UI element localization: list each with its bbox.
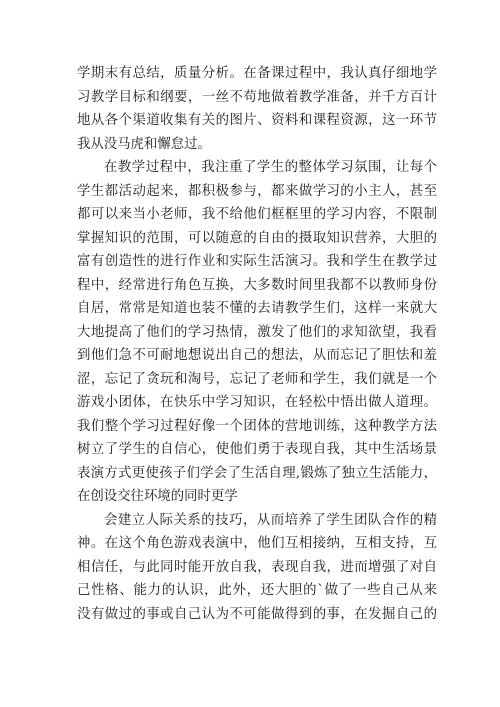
text-line: 地从各个渠道收集有关的图片、资料和课程资源，这一环节 (77, 113, 437, 128)
body-text (77, 62, 437, 626)
text-line: 学生都活动起来，都积极参与，都来做学习的小主人，甚至 (77, 183, 437, 199)
text-line: 神。在这个角色游戏表演中，他们互相接纳，互相支持，互 (77, 536, 437, 551)
text-line: 没有做过的事或自己认为不可能做得到的事，在发掘自己的 (77, 606, 437, 622)
text-line: 程中，经常进行角色互换，大多数时间里我都不以教师身份 (77, 277, 437, 293)
text-line: 我从没马虎和懈怠过。 (77, 136, 211, 152)
text-line: 习教学目标和纲要，一丝不苟地做着教学准备，并千方百计 (77, 89, 437, 105)
text-line: 相信任，与此同时能开放自我，表现自我，进而增强了对自 (77, 559, 437, 575)
text-line: 掌握知识的范围，可以随意的自由的摄取知识营养，大胆的 (77, 230, 437, 246)
text-line: 学期末有总结，质量分析。在备课过程中，我认真仔细地学 (77, 66, 437, 81)
text-line: 自居，常常是知道也装不懂的去请教学生们，这样一来就大 (77, 301, 437, 316)
text-line: 会建立人际关系的技巧，从而培养了学生团队合作的精 (104, 512, 437, 528)
text-line: 我们整个学习过程好像一个团体的营地训练，这种教学方法 (77, 418, 437, 434)
text-line: 在教学过程中，我注重了学生的整体学习氛围，让每个 (104, 160, 437, 175)
text-line: 树立了学生的自信心，使他们勇于表现自我，其中生活场景 (77, 442, 437, 457)
text-line: 己性格、能力的认识，此外，还大胆的`做了一些自己从来 (77, 583, 437, 598)
text-line: 富有创造性的进行作业和实际生活演习。我和学生在教学过 (77, 254, 437, 269)
text-line: 表演方式更使孩子们学会了生活自理,锻炼了独立生活能力， (77, 465, 437, 481)
text-line: 到他们急不可耐地想说出自己的想法，从而忘记了胆怯和羞 (77, 348, 437, 363)
text-line: 在创设交往环境的同时更学 (77, 489, 238, 504)
text-line: 涩，忘记了贪玩和淘号，忘记了老师和学生，我们就是一个 (77, 371, 437, 387)
text-line: 游戏小团体，在快乐中学习知识，在轻松中悟出做人道理。 (77, 395, 437, 410)
text-line: 大地提高了他们的学习热情，激发了他们的求知欲望，我看 (77, 324, 437, 340)
text-line: 都可以来当小老师，我不给他们框框里的学习内容，不限制 (77, 207, 437, 222)
